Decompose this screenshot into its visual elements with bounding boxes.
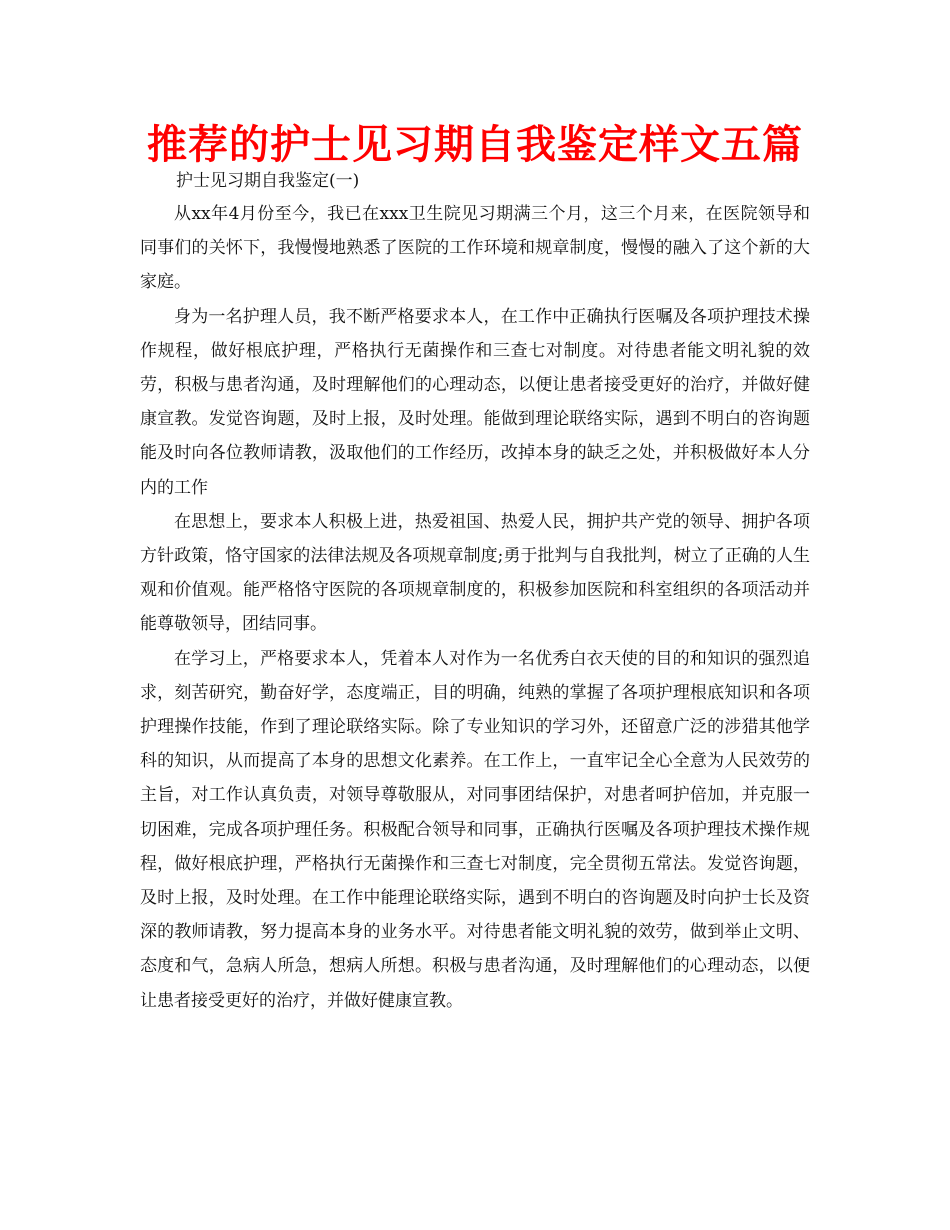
document-title: 推荐的护士见习期自我鉴定样文五篇 [147,121,803,168]
paragraph-1: 从xx年4月份至今，我已在xxx卫生院见习期满三个月，这三个月来，在医院领导和同事们的关怀下，我慢慢地熟悉了医院的工作环境和规章制度，慢慢的融入了这个新的大家庭。 [140,204,810,293]
paragraph-2: 身为一名护理人员，我不断严格要求本人，在工作中正确执行医嘱及各项护理技术操作规程，做好根底护理，严格执行无菌操作和三查七对制度。对待患者能文明礼貌的效劳，积极与患者沟通，及时理解他们的心理动态，以便让患者接受更好的治疗，并做好健康宣教。发觉咨询题，及时上报，及时处理。能做到理论联络实际，遇到不明白的咨询题能及时向各位教师请教，汲取他们的工作经历，改掉本身的缺乏之处，并积极做好本人分内的工作 [140,306,810,498]
section-heading: 护士见习期自我鉴定(一) [176,171,360,191]
paragraph-4: 在学习上，严格要求本人，凭着本人对作为一名优秀白衣天使的目的和知识的强烈追求，刻苦研究，勤奋好学，态度端正，目的明确，纯熟的掌握了各项护理根底知识和各项护理操作技能，作到了理论联络实际。除了专业知识的学习外，还留意广泛的涉猎其他学科的知识，从而提高了本身的思想文化素养。在工作上，一直牢记全心全意为人民效劳的主旨，对工作认真负责，对领导尊敬服从，对同事团结保护，对患者呵护倍加，并克服一切困难，完成各项护理任务。积极配合领导和同事，正确执行医嘱及各项护理技术操作规程，做好根底护理，严格执行无菌操作和三查七对制度，完全贯彻五常法。发觉咨询题，及时上报，及时处理。在工作中能理论联络实际，遇到不明白的咨询题及时向护士长及资深的教师请教，努力提高本身的业务水平。对待患者能文明礼貌的效劳，做到举止文明、态度和气，急病人所急，想病人所想。积极与患者沟通，及时理解他们的心理动态，以便让患者接受更好的治疗，并做好健康宣教。 [140,648,810,1011]
document-body [140,197,810,1018]
paragraph-3: 在思想上，要求本人积极上进，热爱祖国、热爱人民，拥护共产党的领导、拥护各项方针政策，恪守国家的法律法规及各项规章制度;勇于批判与自我批判，树立了正确的人生观和价值观。能严格恪守医院的各项规章制度的，积极参加医院和科室组织的各项活动并能尊敬领导，团结同事。 [140,511,810,635]
